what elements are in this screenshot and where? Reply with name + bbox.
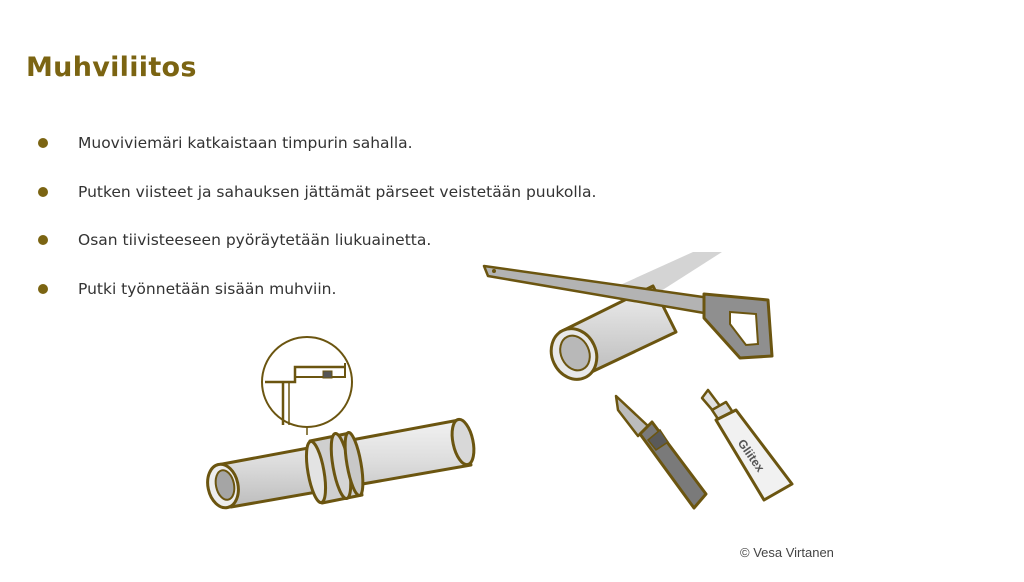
saw-and-pipe-illustration	[478, 246, 798, 386]
bullet-text: Muoviviemäri katkaistaan timpurin sahalla.	[78, 134, 413, 152]
bullet-dot	[38, 284, 48, 294]
bullet-text: Putki työnnetään sisään muhviin.	[78, 279, 337, 298]
slide-title: Muhviliitos	[26, 52, 197, 83]
bullet-item	[38, 177, 596, 226]
pipe-joint-illustration	[195, 325, 485, 520]
bullet-dot	[38, 138, 48, 148]
bullet-item	[38, 128, 596, 177]
bullet-dot	[38, 187, 48, 197]
bullet-dot	[38, 235, 48, 245]
lubricant-tube-illustration	[698, 386, 798, 511]
copyright-text: © Vesa Virtanen	[740, 545, 834, 560]
bullet-text: Putken viisteet ja sahauksen jättämät pärseet veistetään puukolla.	[78, 182, 597, 201]
bullet-text: Osan tiivisteeseen pyöräytetään liukuainetta.	[78, 231, 432, 249]
tube-label: Gliitex	[734, 436, 768, 475]
